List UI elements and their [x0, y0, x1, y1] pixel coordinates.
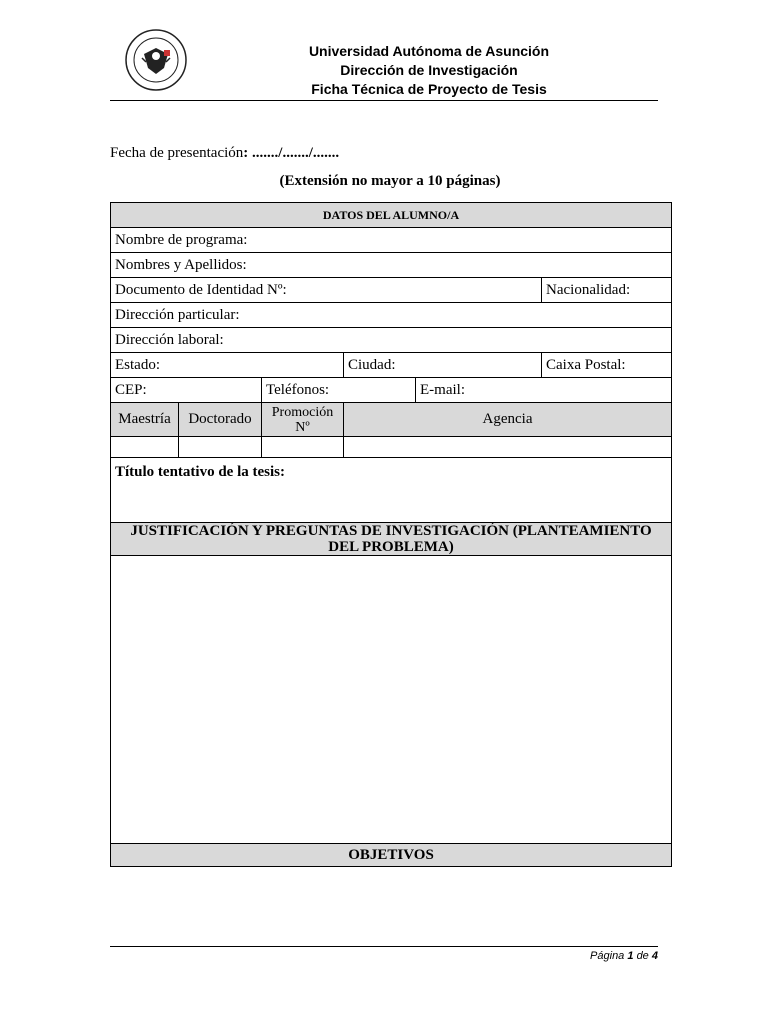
page-label: Página	[590, 950, 625, 962]
home-address-field[interactable]: Dirección particular:	[111, 303, 672, 328]
current-page: 1	[627, 950, 634, 962]
department-name: Dirección de Investigación	[340, 62, 518, 78]
presentation-date	[110, 145, 339, 162]
thesis-form-table	[110, 202, 672, 867]
agency-header: Agencia	[344, 403, 672, 437]
masters-cell[interactable]	[111, 437, 179, 458]
presentation-date-blank: : ......./......./.......	[243, 145, 340, 161]
university-seal-logo	[124, 28, 188, 92]
justification-area[interactable]	[111, 556, 672, 844]
promotion-cell[interactable]	[262, 437, 344, 458]
promotion-header: Promoción Nº	[262, 403, 344, 437]
total-pages: 4	[651, 950, 658, 962]
nationality-field[interactable]: Nacionalidad:	[542, 278, 672, 303]
university-name: Universidad Autónoma de Asunción	[308, 43, 550, 59]
cep-field[interactable]: CEP:	[111, 378, 262, 403]
id-document-field[interactable]: Documento de Identidad Nº:	[111, 278, 542, 303]
doctorate-header: Doctorado	[179, 403, 262, 437]
section-student-data: DATOS DEL ALUMNO/A	[111, 203, 672, 228]
state-field[interactable]: Estado:	[111, 353, 344, 378]
page-of: de	[636, 950, 649, 962]
doctorate-cell[interactable]	[179, 437, 262, 458]
document-title: Ficha Técnica de Proyecto de Tesis	[311, 81, 547, 97]
page-header	[110, 28, 658, 101]
masters-header: Maestría	[111, 403, 179, 437]
extension-note: (Extensión no mayor a 10 páginas)	[279, 173, 501, 189]
page-footer	[110, 946, 658, 962]
program-name-field[interactable]: Nombre de programa:	[111, 228, 672, 253]
email-field[interactable]: E-mail:	[416, 378, 672, 403]
section-objectives: OBJETIVOS	[111, 844, 672, 867]
section-justification: JUSTIFICACIÓN Y PREGUNTAS DE INVESTIGACIÓN (PLANTEAMIENTO DEL PROBLEMA)	[111, 523, 672, 556]
agency-cell[interactable]	[344, 437, 672, 458]
phones-field[interactable]: Teléfonos:	[262, 378, 416, 403]
thesis-title-field[interactable]: Título tentativo de la tesis:	[111, 458, 672, 523]
full-name-field[interactable]: Nombres y Apellidos:	[111, 253, 672, 278]
city-field[interactable]: Ciudad:	[344, 353, 542, 378]
presentation-date-label: Fecha de presentación	[110, 145, 244, 161]
work-address-field[interactable]: Dirección laboral:	[111, 328, 672, 353]
page-number	[590, 950, 658, 962]
postal-box-field[interactable]: Caixa Postal:	[542, 353, 672, 378]
